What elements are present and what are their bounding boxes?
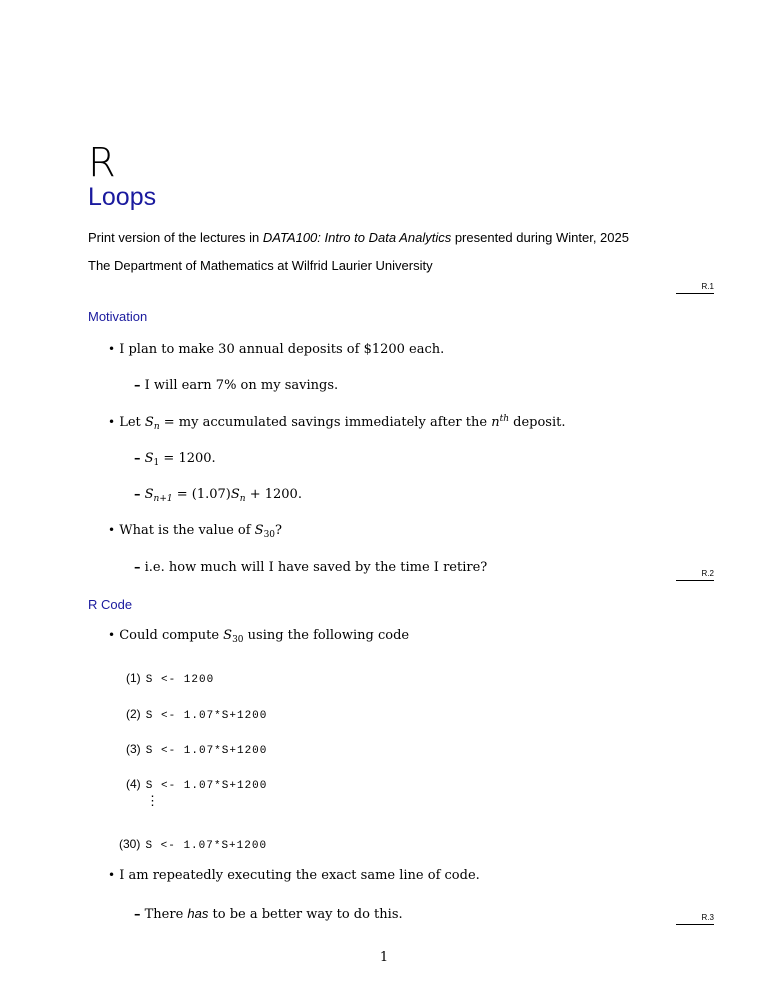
list-item: • I plan to make 30 annual deposits of $1200 each. bbox=[108, 342, 445, 357]
page-number: 1 bbox=[379, 950, 389, 965]
list-item: – $S_{n+1} = (1.07)S_n + 1200$. bbox=[134, 487, 302, 504]
section-heading-r-code: R Code bbox=[88, 597, 133, 612]
list-item: • I am repeatedly executing the exact same line of code. bbox=[108, 868, 480, 883]
code-line: (4) S <- 1.07*S+1200 bbox=[126, 777, 268, 792]
vertical-ellipsis: ⋮ bbox=[146, 794, 159, 809]
list-item: • Let $S_n$ = my accumulated savings immediately after the $n^{th}$ deposit. bbox=[108, 414, 566, 432]
chapter-title: Loops bbox=[88, 183, 157, 211]
list-item: – i.e. how much will I have saved by the time I retire? bbox=[134, 560, 488, 575]
list-item: • What is the value of $S_{30}$? bbox=[108, 523, 283, 540]
print-version-line: Print version of the lectures in DATA100: Intro to Data Analytics presented during Winter, 2025 bbox=[88, 230, 629, 245]
department-line: The Department of Mathematics at Wilfrid Laurier University bbox=[88, 258, 433, 273]
list-item: – There has to be a better way to do this. bbox=[134, 906, 403, 922]
slide-mark-1: R.1 bbox=[676, 282, 714, 294]
code-line: (30) S <- 1.07*S+1200 bbox=[119, 837, 268, 852]
code-line: (2) S <- 1.07*S+1200 bbox=[126, 707, 268, 722]
chapter-letter: R bbox=[88, 140, 116, 186]
section-heading-motivation: Motivation bbox=[88, 309, 148, 324]
list-item: • Could compute $S_{30}$ using the following code bbox=[108, 628, 410, 645]
course-name: DATA100: Intro to Data Analytics bbox=[262, 230, 452, 245]
list-item: – $S_1 = 1200$. bbox=[134, 451, 216, 468]
code-line: (3) S <- 1.07*S+1200 bbox=[126, 742, 268, 757]
slide-mark-3: R.3 bbox=[676, 913, 714, 925]
list-item: – I will earn 7% on my savings. bbox=[134, 378, 339, 393]
slide-mark-2: R.2 bbox=[676, 569, 714, 581]
code-line: (1) S <- 1200 bbox=[126, 671, 215, 686]
